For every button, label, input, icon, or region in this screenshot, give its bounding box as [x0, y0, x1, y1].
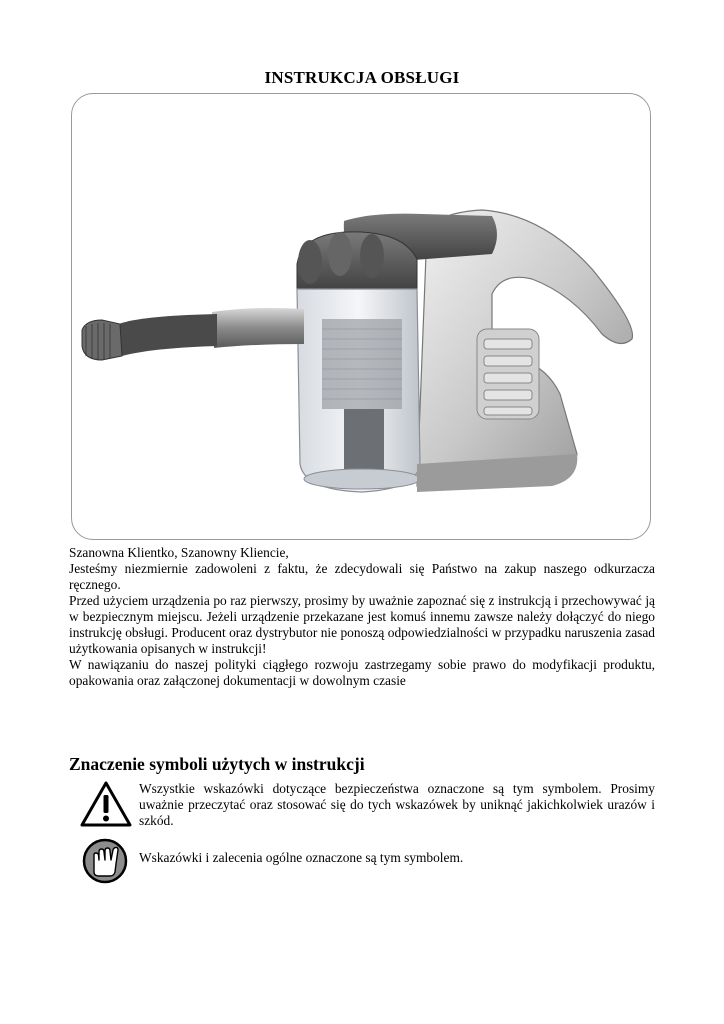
product-image-frame — [71, 93, 651, 540]
warning-description: Wszystkie wskazówki dotyczące bezpieczeństwa oznaczone są tym symbolem. Prosimy uważnie przeczytać oraz stosować się do tych wskazówek by uniknąć jakichkolwiek urazów i szkód. — [139, 781, 655, 828]
symbol-row-warning — [80, 780, 660, 832]
page-title: INSTRUKCJA OBSŁUGI — [264, 68, 460, 87]
hint-description: Wskazówki i zalecenia ogólne oznaczone są tym symbolem. — [139, 850, 464, 865]
filter-core — [344, 409, 384, 479]
brush-head — [82, 320, 122, 360]
nozzle-hose — [114, 314, 217, 356]
nozzle-tube — [212, 308, 304, 348]
hand-pointing-icon — [80, 838, 130, 884]
symbols-section-title: Znaczenie symboli użytych w instrukcji — [69, 754, 365, 774]
vent-grille — [477, 329, 539, 419]
greeting: Szanowna Klientko, Szanowny Kliencie, — [69, 545, 289, 560]
intro-paragraph: Jesteśmy niezmiernie zadowoleni z faktu, że zdecydowali się Państwo na zakup naszego odkurzacza ręcznego. — [69, 561, 655, 592]
symbol-row-hint — [80, 838, 660, 884]
handheld-vacuum-illustration — [72, 94, 650, 539]
filter-mesh — [322, 319, 402, 409]
intro-paragraph: W nawiązaniu do naszej polityki ciągłego rozwoju zastrzegamy sobie prawo do modyfikacji produktu, opakowania oraz załączonej dokumentacji w dowolnym czasie — [69, 657, 655, 688]
intro-text — [69, 545, 655, 689]
intro-paragraph: Przed użyciem urządzenia po raz pierwszy, prosimy by uważnie zapoznać się z instrukcją i przechowywać ją w bezpiecznym miejscu. Jeżeli urządzenie przekazane jest komuś innemu zawsze należy dołączyć do niego instrukcję obsługi. Producent oraz dystrybutor nie ponoszą odpowiedzialności w przypadku naruszenia zasad użytkowania opisanych w instrukcji! — [69, 593, 655, 656]
warning-triangle-icon — [80, 780, 132, 828]
